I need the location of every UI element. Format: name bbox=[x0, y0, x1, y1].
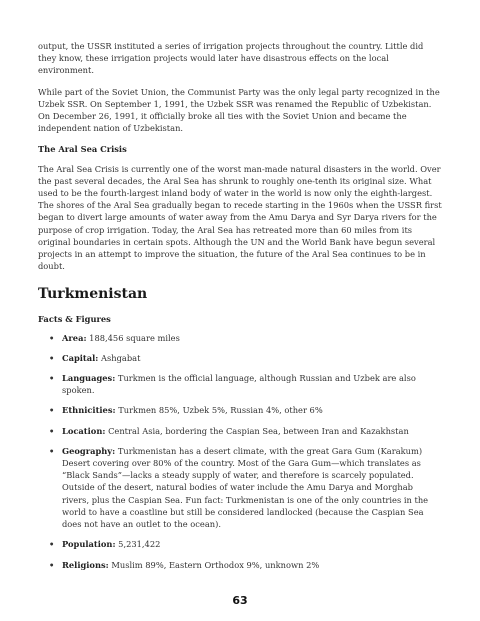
bullet-icon: • bbox=[49, 405, 55, 416]
bullet-icon: • bbox=[49, 332, 55, 343]
fact-label: Location: bbox=[62, 425, 106, 436]
fact-area bbox=[38, 332, 442, 344]
fact-ethnicities bbox=[38, 404, 442, 416]
fact-value: 188,456 square miles bbox=[89, 332, 180, 343]
facts-list bbox=[38, 332, 442, 571]
section-title: Turkmenistan bbox=[38, 286, 148, 303]
bullet-icon: • bbox=[49, 352, 55, 363]
fact-value: 5,231,422 bbox=[118, 539, 161, 550]
fact-label: Geography: bbox=[62, 445, 116, 456]
fact-capital bbox=[38, 352, 442, 364]
bullet-icon: • bbox=[49, 373, 55, 384]
fact-religions bbox=[38, 559, 442, 571]
aral-sea-heading: The Aral Sea Crisis bbox=[38, 144, 127, 155]
intro-paragraph-2: While part of the Soviet Union, the Communist Party was the only legal party recognized in the Uzbek SSR. On September 1, 1991, the Uzbek SSR was renamed the Republic of Uzbekistan. On December 26, 1991, it officially broke all ties with the Soviet Union and became the independent nation of Uzbekistan. bbox=[38, 86, 440, 134]
bullet-icon: • bbox=[49, 445, 55, 456]
fact-location bbox=[38, 425, 442, 437]
fact-value: Turkmenistan has a desert climate, with the great Gara Gum (Karakum) Desert covering over 80% of the country. Most of the Gara Gum—which translates as “Black Sands”—lacks a steady supply of water, and therefore is scarcely populated. Outside of the desert, natural bodies of water include the Amu Darya and Morghab rivers, plus the Caspian Sea. Fun fact: Turkmenistan is one of the only countries in the world to have a coastline but still be considered landlocked (because the Caspian Sea does not have an outlet to the ocean). bbox=[62, 445, 429, 530]
intro-paragraph-1: output, the USSR instituted a series of irrigation projects throughout the country. Little did they know, these irrigation projects would later have disastrous effects on the local environment. bbox=[38, 41, 424, 76]
bullet-icon: • bbox=[49, 559, 55, 570]
page-number: 63 bbox=[232, 594, 248, 607]
fact-value: Central Asia, bordering the Caspian Sea, between Iran and Kazakhstan bbox=[108, 425, 409, 436]
bullet-icon: • bbox=[49, 539, 55, 550]
aral-sea-paragraph: The Aral Sea Crisis is currently one of the worst man-made natural disasters in the world. Over the past several decades, the Aral Sea has shrunk to roughly one-tenth its original size. What used to be the fourth-largest inland body of water in the world is now only the eighth-largest. The shores of the Aral Sea gradually began to recede starting in the 1960s when the USSR first began to divert large amounts of water away from the Amu Darya and Syr Darya rivers for the purpose of crop irrigation. Today, the Aral Sea has retreated more than 60 miles from its original boundaries in certain spots. Although the UN and the World Bank have begun several projects in an attempt to improve the situation, the future of the Aral Sea continues to be in doubt. bbox=[38, 163, 442, 272]
facts-heading: Facts & Figures bbox=[38, 314, 111, 325]
fact-value: Ashgabat bbox=[101, 352, 141, 363]
fact-languages bbox=[38, 372, 442, 396]
fact-geography bbox=[38, 445, 442, 530]
page-content bbox=[38, 40, 442, 579]
fact-label: Religions: bbox=[62, 559, 109, 570]
fact-label: Ethnicities: bbox=[62, 405, 116, 416]
fact-label: Area: bbox=[62, 332, 87, 343]
fact-value: Turkmen 85%, Uzbek 5%, Russian 4%, other 6% bbox=[118, 405, 323, 416]
fact-value: Muslim 89%, Eastern Orthodox 9%, unknown 2% bbox=[111, 559, 320, 570]
fact-label: Languages: bbox=[62, 373, 116, 384]
fact-value: Turkmen is the official language, although Russian and Uzbek are also spoken. bbox=[62, 373, 416, 396]
fact-population bbox=[38, 538, 442, 550]
fact-label: Capital: bbox=[62, 352, 99, 363]
fact-label: Population: bbox=[62, 539, 116, 550]
bullet-icon: • bbox=[49, 425, 55, 436]
